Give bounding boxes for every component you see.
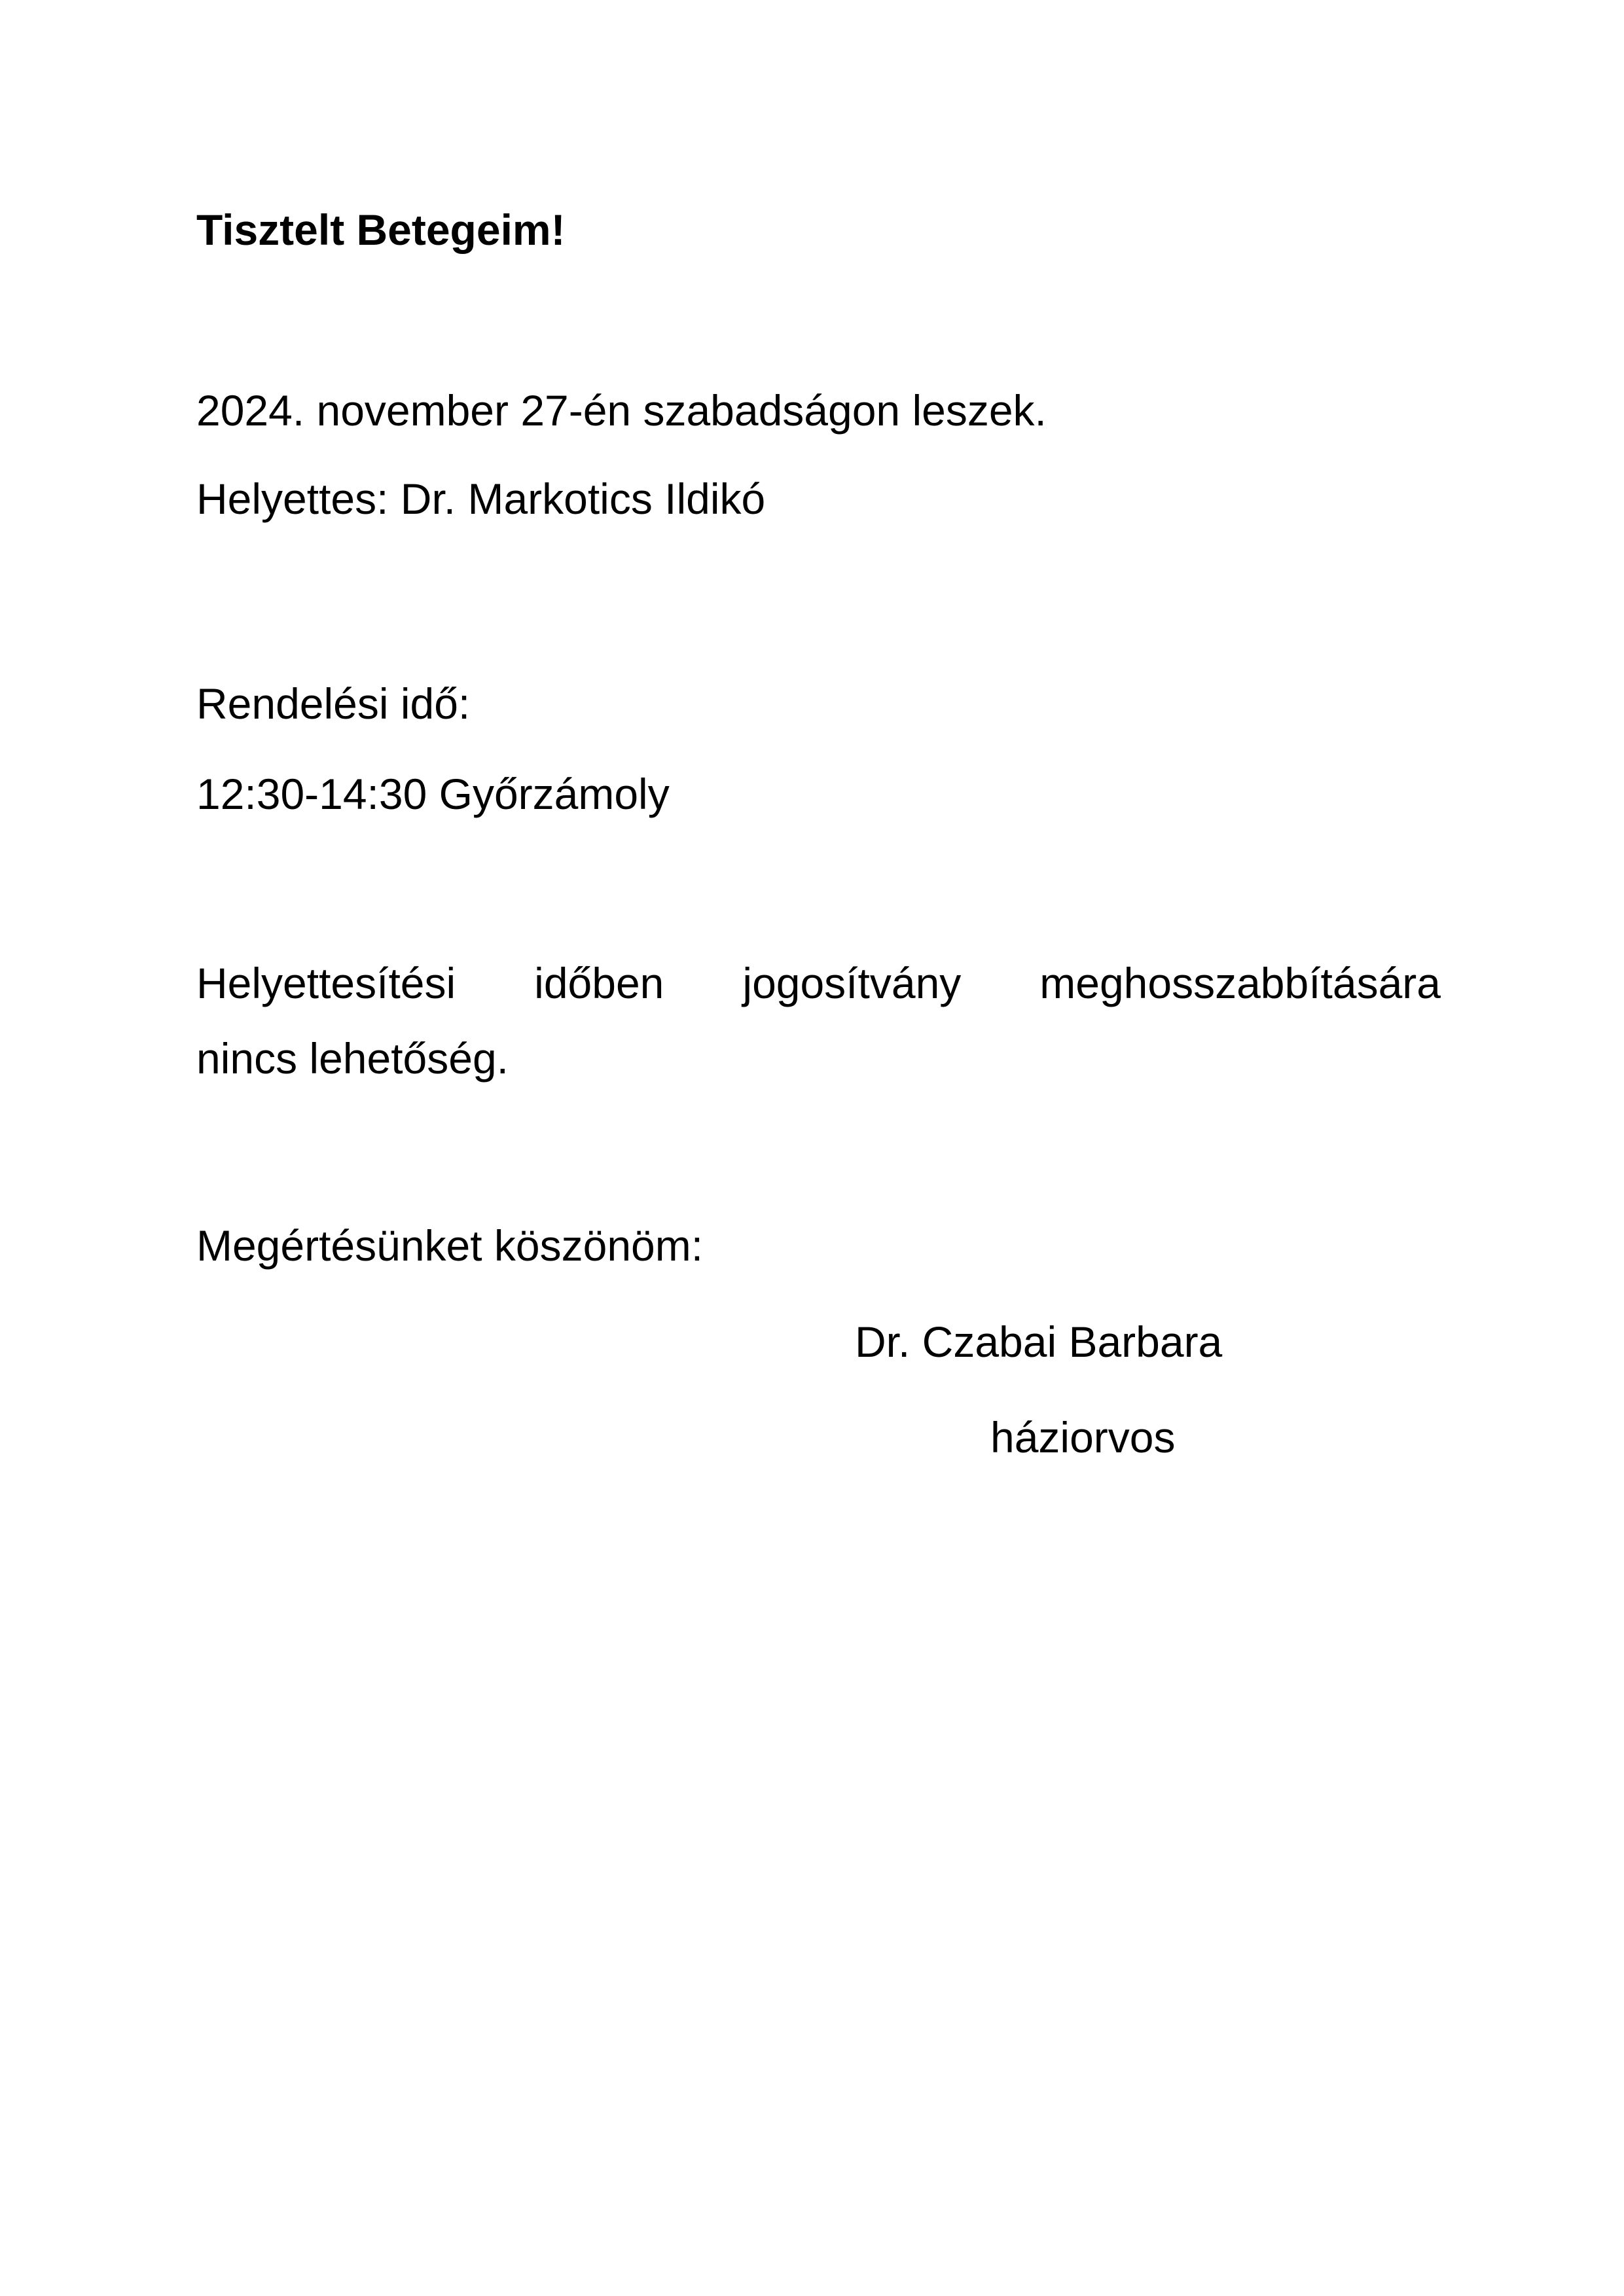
greeting: Tisztelt Betegeim! — [196, 206, 566, 254]
notice-line-2: nincs lehetőség. — [196, 1034, 509, 1083]
substitute-doctor: Helyettes: Dr. Markotics Ildikó — [196, 475, 766, 523]
closing: Megértésünket köszönöm: — [196, 1221, 704, 1270]
absence-notice: 2024. november 27-én szabadságon leszek. — [196, 386, 1047, 435]
signature-title: háziorvos — [990, 1413, 1176, 1462]
office-hours-value: 12:30-14:30 Győrzámoly — [196, 770, 670, 818]
notice-line-1: Helyettesítési időben jogosítvány meghosszabbítására — [196, 959, 1441, 1007]
office-hours-label: Rendelési idő: — [196, 679, 471, 728]
signature-name: Dr. Czabai Barbara — [855, 1318, 1223, 1366]
